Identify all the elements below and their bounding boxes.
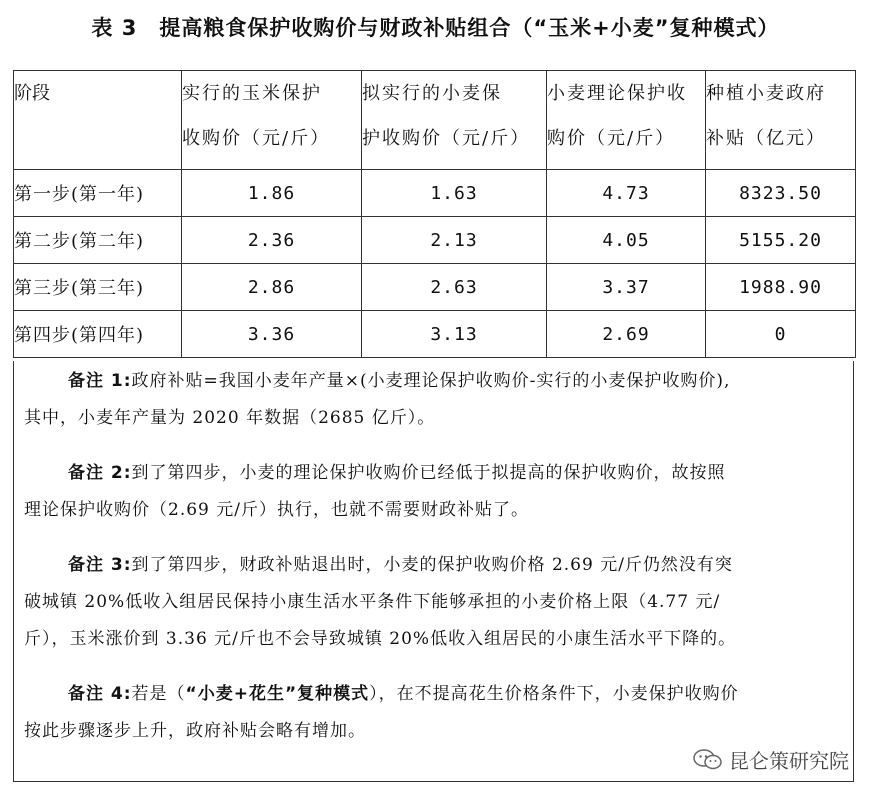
stage-cell: 第一步(第一年) bbox=[14, 170, 182, 217]
wheat-price-cell: 2.13 bbox=[362, 217, 547, 264]
note-2-lead: 备注 2: bbox=[68, 463, 132, 483]
note-3-line-2: 破城镇 20%低收入组居民保持小康生活水平条件下能够承担的小麦价格上限（4.77 元/ bbox=[24, 592, 721, 612]
note-3-lead: 备注 3: bbox=[68, 555, 132, 575]
note-1-lead: 备注 1: bbox=[68, 371, 132, 391]
wheat-price-cell: 3.13 bbox=[362, 311, 547, 358]
subsidy-cell: 8323.50 bbox=[706, 170, 856, 217]
wheat-theory-cell: 4.05 bbox=[547, 217, 706, 264]
corn-price-cell: 2.86 bbox=[182, 264, 362, 311]
note-4-lead: 备注 4: bbox=[68, 684, 132, 704]
note-4 bbox=[24, 676, 850, 750]
wheat-price-cell: 1.63 bbox=[362, 170, 547, 217]
note-2-line-2: 理论保护收购价（2.69 元/斤）执行，也就不需要财政补贴了。 bbox=[24, 500, 529, 520]
note-4-post: ），在不提高花生价格条件下，小麦保护收购价 bbox=[369, 684, 739, 704]
corn-price-cell: 2.36 bbox=[182, 217, 362, 264]
wheat-price-cell: 2.63 bbox=[362, 264, 547, 311]
wechat-icon bbox=[693, 749, 723, 771]
corn-price-cell: 1.86 bbox=[182, 170, 362, 217]
subsidy-cell: 5155.20 bbox=[706, 217, 856, 264]
table-row bbox=[14, 264, 856, 311]
header-wheat-theory-price: 小麦理论保护收 购价（元/斤） bbox=[547, 71, 706, 170]
stage-cell: 第三步(第三年) bbox=[14, 264, 182, 311]
header-stage: 阶段 bbox=[14, 71, 182, 170]
table-row bbox=[14, 170, 856, 217]
table-caption: 提高粮食保护收购价与财政补贴组合（“玉米+小麦”复种模式） bbox=[159, 16, 780, 40]
data-table bbox=[13, 70, 856, 358]
note-3 bbox=[24, 547, 850, 658]
stage-cell: 第二步(第二年) bbox=[14, 217, 182, 264]
table-row bbox=[14, 311, 856, 358]
stage-cell: 第四步(第四年) bbox=[14, 311, 182, 358]
header-subsidy: 种植小麦政府 补贴（亿元） bbox=[706, 71, 856, 170]
subsidy-cell: 1988.90 bbox=[706, 264, 856, 311]
table-title bbox=[0, 12, 871, 42]
note-1-line-1: 政府补贴=我国小麦年产量×(小麦理论保护收购价-实行的小麦保护收购价), bbox=[131, 371, 731, 391]
note-2-line-1: 到了第四步，小麦的理论保护收购价已经低于拟提高的保护收购价，故按照 bbox=[131, 463, 726, 483]
wheat-theory-cell: 2.69 bbox=[547, 311, 706, 358]
note-4-pre: 若是（ bbox=[131, 684, 186, 704]
watermark-text: 昆仑策研究院 bbox=[729, 749, 849, 773]
subsidy-cell: 0 bbox=[706, 311, 856, 358]
header-wheat-price: 拟实行的小麦保 护收购价（元/斤） bbox=[362, 71, 547, 170]
note-4-emphasis: “小麦+花生”复种模式 bbox=[185, 684, 370, 704]
wheat-theory-cell: 3.37 bbox=[547, 264, 706, 311]
note-3-line-1: 到了第四步，财政补贴退出时，小麦的保护收购价格 2.69 元/斤仍然没有突 bbox=[131, 555, 733, 575]
note-4-line-2: 按此步骤逐步上升，政府补贴会略有增加。 bbox=[24, 721, 366, 741]
wheat-theory-cell: 4.73 bbox=[547, 170, 706, 217]
note-2 bbox=[24, 455, 850, 529]
notes-section bbox=[13, 361, 854, 782]
table-row bbox=[14, 217, 856, 264]
watermark bbox=[693, 745, 849, 774]
note-1 bbox=[24, 363, 850, 437]
header-row bbox=[14, 71, 856, 170]
table-number: 表 3 bbox=[91, 16, 138, 40]
corn-price-cell: 3.36 bbox=[182, 311, 362, 358]
note-3-line-3: 斤），玉米涨价到 3.36 元/斤也不会导致城镇 20%低收入组居民的小康生活水平下降的。 bbox=[24, 629, 737, 649]
header-corn-price: 实行的玉米保护 收购价（元/斤） bbox=[182, 71, 362, 170]
note-1-line-2: 其中，小麦年产量为 2020 年数据（2685 亿斤）。 bbox=[24, 408, 436, 428]
